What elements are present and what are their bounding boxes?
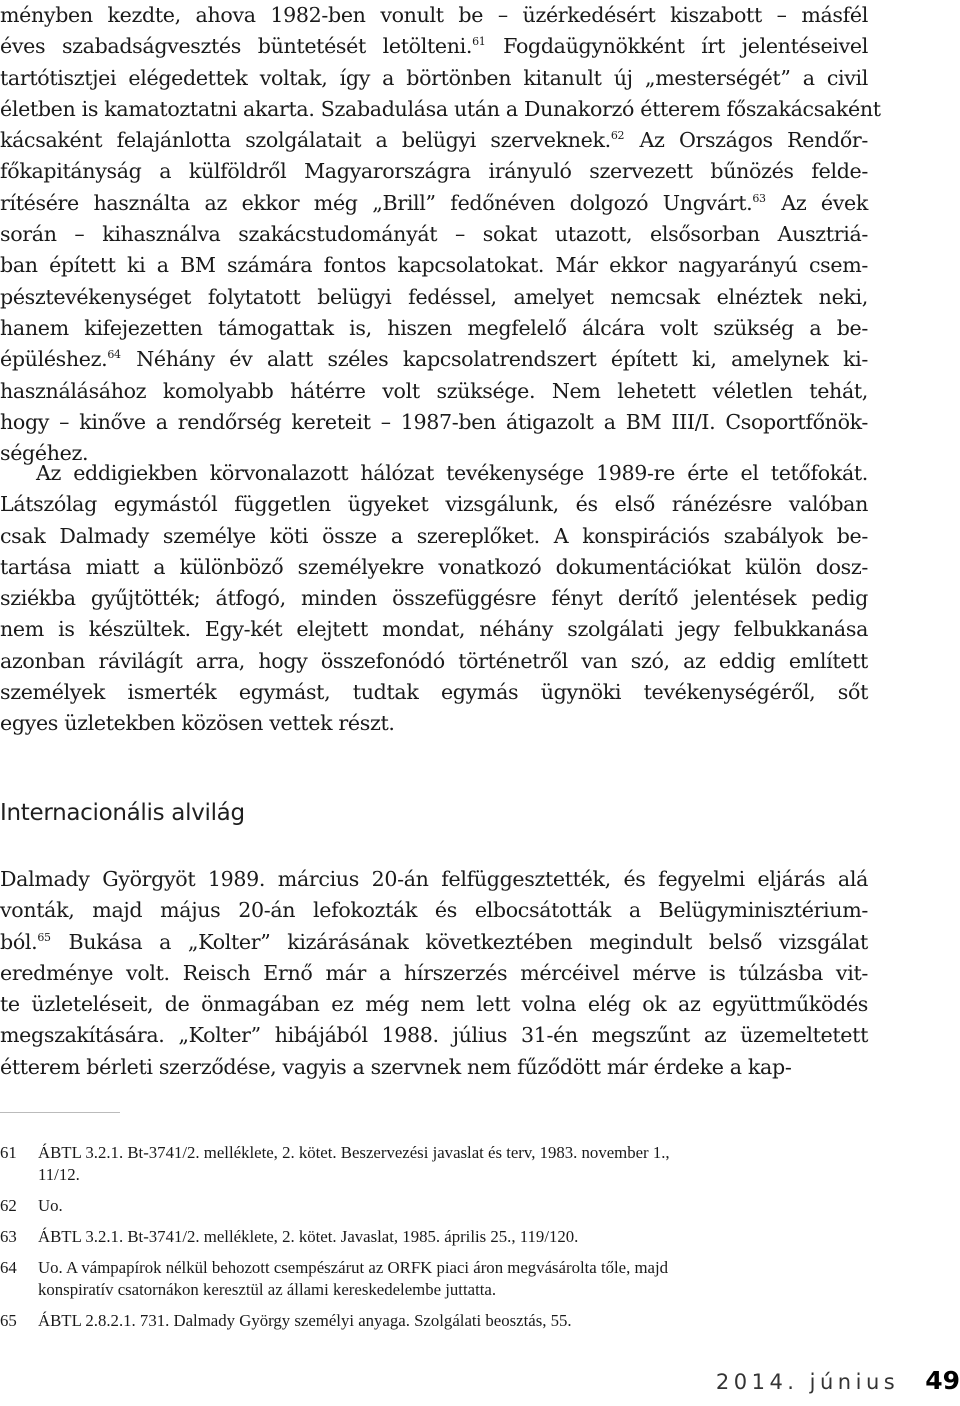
text-line: nem is készültek. Egy-két elejtett mondat, néhány szolgálati jegy felbukkanása [0,617,868,642]
text-line: étterem bérleti szerződése, vagyis a szervnek nem fűződött már érdeke a kap- [0,1054,792,1079]
footnote-number: 61 [0,1143,17,1162]
footnote-number: 64 [0,1258,17,1277]
footnote-reference[interactable]: 65 [37,930,51,944]
body-paragraph-1 [0,0,881,469]
text-run: Az Országos Rendőr- [625,128,868,153]
text-line: ségéhez. [0,441,89,466]
footnotes [0,1142,880,1341]
text-run: kácsaként felajánlotta szolgálatait a belügyi szerveknek. [0,128,611,153]
text-line: ban épített ki a BM számára fontos kapcsolatokat. Már ekkor nagyarányú csem- [0,253,868,278]
footnote-number: 63 [0,1227,17,1246]
footnote-item [0,1142,880,1186]
text-line: használásához komolyabb hátérre volt szüksége. Nem lehetett véletlen tehát, [0,378,868,403]
text-line: Dalmady Györgyöt 1989. március 20-án felfüggesztették, és fegyelmi eljárás alá [0,867,868,891]
text-line: sziékba gyűjtötték; átfogó, minden összefüggésre fényt derítő jelentések pedig [0,586,868,611]
footnote-reference[interactable]: 62 [610,129,625,143]
footnote-number: 62 [0,1196,17,1215]
footnote-text-continued: 11/12. [38,1165,80,1184]
text-line: hogy – kinőve a rendőrség kereteit – 1987-ben átigazolt a BM III/I. Csoportfőnök- [0,409,868,434]
text-line [0,344,868,375]
text-run: épüléshez. [0,347,108,372]
page-number: 49 [925,1366,960,1395]
footnote-reference[interactable]: 61 [472,35,486,49]
text-line: pésztevékenységet folytatott belügyi fedéssel, amelyet nemcsak elnéztek neki, [0,284,868,309]
text-line: hanem kifejezetten támogattak is, hiszen megfelelő álcára volt szükség a be- [0,315,868,340]
footnote-reference[interactable]: 63 [752,191,766,205]
footnote-number: 65 [0,1311,17,1330]
text-line: ményben kezdte, ahova 1982-ben vonult be – üzérkedésért kiszabott – másfél [0,3,868,27]
footnote-text: ÁBTL 3.2.1. Bt-3741/2. melléklete, 2. kötet. Javaslat, 1985. április 25., 119/120. [38,1227,579,1246]
text-line [0,188,868,219]
issue-date: 2014. június [715,1370,900,1394]
footnote-item [0,1257,880,1301]
text-line: főkapitányság a külföldről Magyarországra irányuló szervezett bűnözés felde- [0,159,868,184]
footnote-text-continued: konspiratív csatornákon keresztül az állami kereskedelembe juttatta. [38,1280,497,1299]
text-line: eredménye volt. Reisch Ernő már a hírszerzés mércéivel mérve is túlzásba vit- [0,960,868,985]
text-line: vonták, majd május 20-án lefokozták és elbocsátották a Belügyminisztérium- [0,898,868,923]
text-line: Látszólag egymástól független ügyeket vizsgálunk, és első ránézésre valóban [0,492,868,517]
text-line: során – kihasználva szakácstudományát – sokat utazott, elsősorban Ausztriá- [0,222,868,247]
text-run: ból. [0,929,38,954]
text-line: Az eddigiekben körvonalazott hálózat tevékenysége 1989-re érte el tetőfokát. [36,461,868,485]
text-line: azonban rávilágít arra, hogy összefonódó történetről van szó, az eddig említett [0,648,868,673]
text-line: tartótisztjei elégedettek voltak, így a börtönben kitanult új „mesterségét” a civil [0,65,868,90]
text-line [0,125,868,156]
section-heading: Internacionális alvilág [0,800,245,826]
footnote-item [0,1226,880,1248]
text-run: Az évek [766,190,868,215]
body-paragraph-3 [0,864,868,1083]
text-line: egyes üzletekben közösen vettek részt. [0,711,395,736]
page-footer [716,1366,960,1406]
text-run: rítésére használta az ekkor még „Brill” fedőnéven dolgozó Ungvárt. [0,190,753,215]
text-run: Fogdaügynökként írt jelentéseivel [486,34,868,59]
text-line [0,31,868,62]
text-line: tartása miatt a különböző személyekre vonatkozó dokumentációkat külön dosz- [0,554,868,579]
text-line: csak Dalmady személye köti össze a szereplőket. A konspirációs szabályok be- [0,523,868,548]
footnote-item [0,1195,880,1217]
text-line: személyek ismerték egymást, tudtak egymás ügynöki tevékenységéről, sőt [0,680,868,705]
text-run: éves szabadságvesztés büntetését letölteni. [0,34,473,59]
footnote-text: Uo. [38,1196,63,1215]
footnote-text: ÁBTL 2.8.2.1. 731. Dalmady György személyi anyaga. Szolgálati beosztás, 55. [38,1311,572,1330]
footnote-text: Uo. A vámpapírok nélkül behozott csempészárut az ORFK piaci áron megvásárolta tőle, majd [38,1258,669,1277]
text-line: te üzleteléseit, de önmagában ez még nem lett volna elég ok az együttműködés [0,992,868,1017]
footnote-separator [0,1112,120,1113]
text-line: megszakítására. „Kolter” hibájából 1988. július 31-én megszűnt az üzemeltetett [0,1023,868,1048]
body-paragraph-2 [0,458,868,740]
footnote-reference[interactable]: 64 [107,348,121,362]
text-line [0,927,868,958]
footnote-item [0,1310,880,1332]
text-run: Bukása a „Kolter” kizárásának következtében megindult belső vizsgálat [51,929,868,954]
text-run: Néhány év alatt széles kapcsolatrendszert épített ki, amelynek ki- [121,347,868,372]
text-line: életben is kamatoztatni akarta. Szabadulása után a Dunakorzó étterem főszakácsaként [0,96,881,121]
footnote-text: ÁBTL 3.2.1. Bt-3741/2. melléklete, 2. kötet. Beszervezési javaslat és terv, 1983. november 1., [38,1143,670,1162]
